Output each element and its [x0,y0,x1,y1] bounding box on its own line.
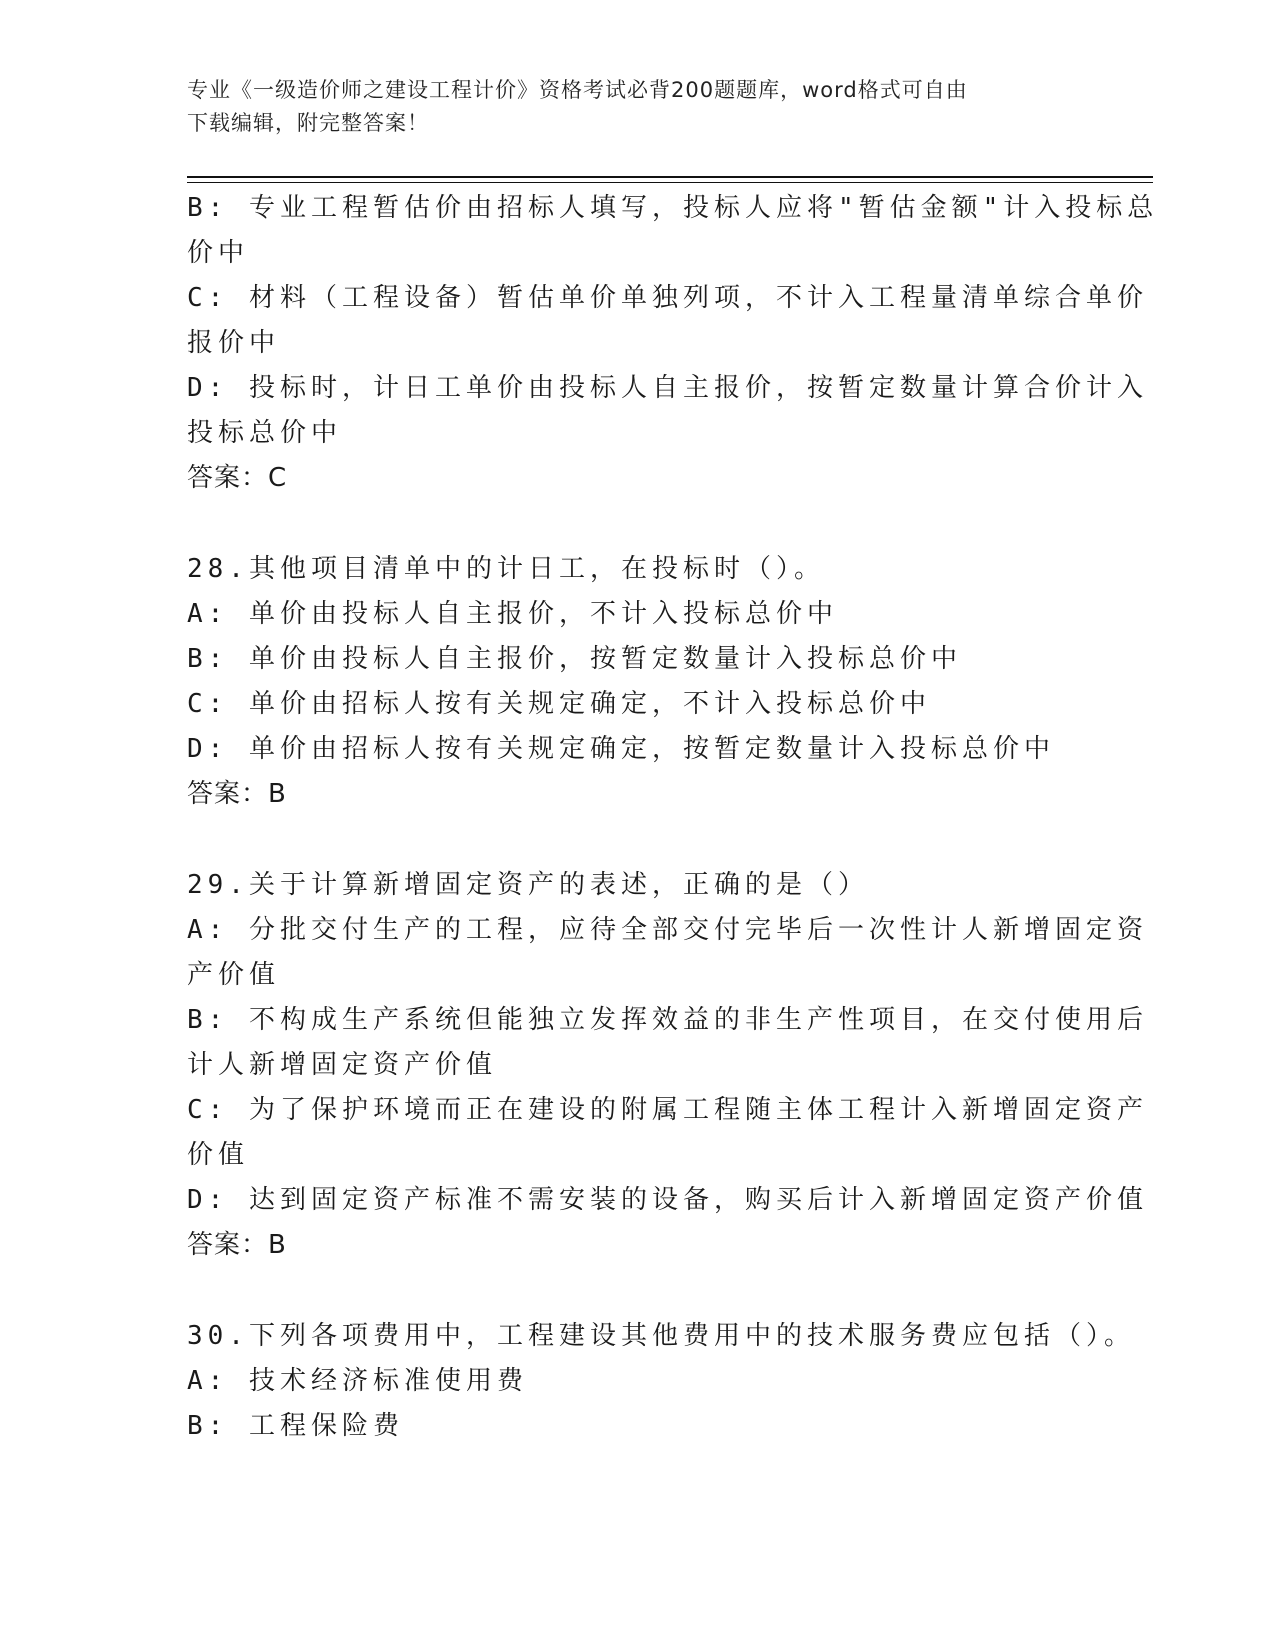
option-c-line-2: 价值 [187,1140,250,1170]
answer-line: 答案：C [187,463,288,493]
option-b-line-2: 计人新增固定资产价值 [187,1050,498,1080]
option-c-line-2: 报价中 [187,328,281,358]
question-27-continued [187,186,1159,501]
question-spacer [187,817,1087,863]
question-stem: 29.关于计算新增固定资产的表述，正确的是（） [187,870,869,900]
header-line-2: 下载编辑，附完整答案！ [187,111,429,135]
option-b-line-2: 价中 [187,238,250,268]
answer-line: 答案：B [187,779,287,809]
question-30 [187,1314,1135,1449]
document-header [187,74,1067,140]
question-list [187,186,1159,1449]
option-c-line-1: C: 为了保护环境而正在建设的附属工程随主体工程计入新增固定资产 [187,1095,1148,1125]
option-c: C: 单价由招标人按有关规定确定，不计入投标总价中 [187,689,931,719]
question-29 [187,863,1148,1268]
option-d: D: 单价由招标人按有关规定确定，按暂定数量计入投标总价中 [187,734,1055,764]
question-stem: 30.下列各项费用中，工程建设其他费用中的技术服务费应包括（）。 [187,1321,1135,1351]
option-a: A: 技术经济标准使用费 [187,1366,528,1396]
option-d: D: 达到固定资产标准不需安装的设备，购买后计入新增固定资产价值 [187,1185,1148,1215]
option-d-line-1: D: 投标时，计日工单价由投标人自主报价，按暂定数量计算合价计入 [187,373,1148,403]
option-a-line-2: 产价值 [187,960,281,990]
header-line-1: 专业《一级造价师之建设工程计价》资格考试必背200题题库，word格式可自由 [187,78,968,102]
question-spacer [187,1268,1087,1314]
option-a: A: 单价由投标人自主报价，不计入投标总价中 [187,599,838,629]
option-b: B: 工程保险费 [187,1411,404,1441]
header-divider-thick [187,176,1153,178]
option-b: B: 单价由投标人自主报价，按暂定数量计入投标总价中 [187,644,962,674]
option-d-line-2: 投标总价中 [187,418,343,448]
question-stem: 28.其他项目清单中的计日工，在投标时（）。 [187,554,825,584]
option-b-line-1: B: 不构成生产系统但能独立发挥效益的非生产性项目，在交付使用后 [187,1005,1148,1035]
question-28 [187,547,1087,817]
option-a-line-1: A: 分批交付生产的工程，应待全部交付完毕后一次性计人新增固定资 [187,915,1148,945]
header-divider-thin [187,182,1153,183]
option-c-line-1: C: 材料（工程设备）暂估单价单独列项，不计入工程量清单综合单价 [187,283,1148,313]
question-spacer [187,501,1087,547]
answer-line: 答案：B [187,1230,287,1260]
option-b-line-1: B: 专业工程暂估价由招标人填写，投标人应将"暂估金额"计入投标总 [187,193,1159,223]
